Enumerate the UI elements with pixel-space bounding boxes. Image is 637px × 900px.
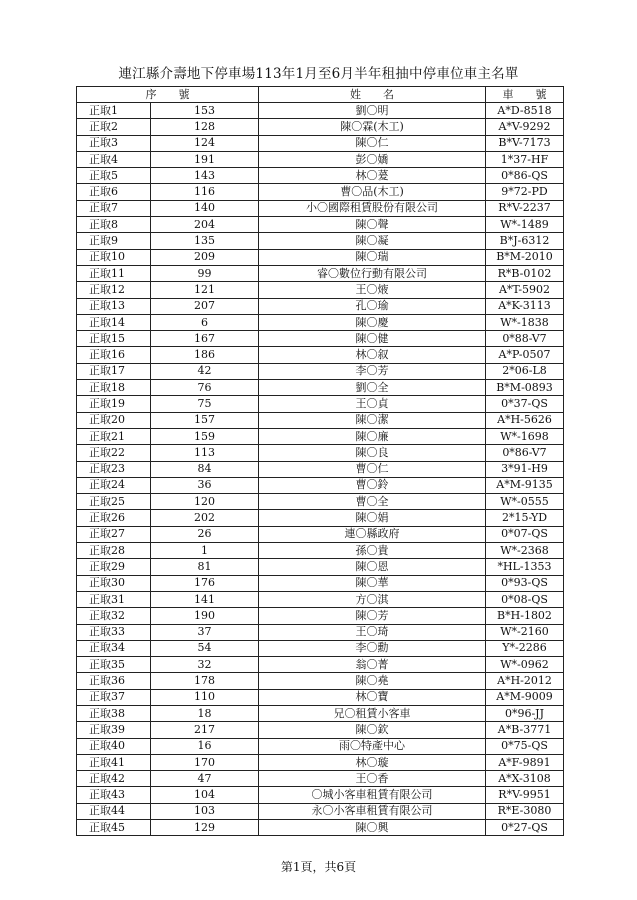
owner-name-cell: 陳〇芳 <box>259 608 486 624</box>
table-row <box>77 673 564 689</box>
seq-cell: 正取45 <box>77 820 151 836</box>
number-cell: 42 <box>151 363 259 379</box>
seq-cell: 正取10 <box>77 249 151 265</box>
owner-name-cell: 陳〇聲 <box>259 217 486 233</box>
plate-cell: 0*96-JJ <box>486 705 564 721</box>
page-footer: 第1頁，共6頁 <box>280 860 357 874</box>
number-cell: 124 <box>151 135 259 151</box>
seq-cell: 正取43 <box>77 787 151 803</box>
plate-cell: A*T-5902 <box>486 282 564 298</box>
number-cell: 75 <box>151 396 259 412</box>
plate-cell: R*V-9951 <box>486 787 564 803</box>
seq-cell: 正取32 <box>77 608 151 624</box>
table-row <box>77 233 564 249</box>
number-cell: 32 <box>151 657 259 673</box>
owner-name-cell: 彭〇嬌 <box>259 151 486 167</box>
owner-name-cell: 〇城小客車租賃有限公司 <box>259 787 486 803</box>
table-row <box>77 184 564 200</box>
plate-cell: A*H-2012 <box>486 673 564 689</box>
table-row <box>77 380 564 396</box>
winner-table <box>76 86 564 836</box>
plate-cell: A*F-9891 <box>486 754 564 770</box>
number-cell: 153 <box>151 103 259 119</box>
number-cell: 135 <box>151 233 259 249</box>
plate-cell: *HL-1353 <box>486 559 564 575</box>
number-cell: 170 <box>151 754 259 770</box>
owner-name-cell: 劉〇全 <box>259 380 486 396</box>
number-cell: 141 <box>151 591 259 607</box>
seq-cell: 正取21 <box>77 428 151 444</box>
plate-cell: W*-2368 <box>486 543 564 559</box>
owner-name-cell: 林〇萲 <box>259 168 486 184</box>
seq-cell: 正取9 <box>77 233 151 249</box>
plate-cell: 3*91-H9 <box>486 461 564 477</box>
seq-cell: 正取5 <box>77 168 151 184</box>
table-row <box>77 396 564 412</box>
seq-cell: 正取11 <box>77 265 151 281</box>
plate-cell: R*V-2237 <box>486 200 564 216</box>
number-cell: 37 <box>151 624 259 640</box>
number-cell: 186 <box>151 347 259 363</box>
seq-cell: 正取44 <box>77 803 151 819</box>
number-cell: 26 <box>151 526 259 542</box>
plate-cell: B*M-2010 <box>486 249 564 265</box>
table-row <box>77 363 564 379</box>
number-cell: 176 <box>151 575 259 591</box>
table-row <box>77 608 564 624</box>
number-cell: 157 <box>151 412 259 428</box>
owner-name-cell: 永〇小客車租賃有限公司 <box>259 803 486 819</box>
table-row <box>77 249 564 265</box>
seq-cell: 正取13 <box>77 298 151 314</box>
owner-name-cell: 王〇焲 <box>259 282 486 298</box>
seq-cell: 正取8 <box>77 217 151 233</box>
plate-cell: W*-2160 <box>486 624 564 640</box>
table-row <box>77 624 564 640</box>
plate-cell: A*V-9292 <box>486 119 564 135</box>
table-row <box>77 103 564 119</box>
plate-cell: A*H-5626 <box>486 412 564 428</box>
seq-cell: 正取18 <box>77 380 151 396</box>
owner-name-cell: 陳〇潔 <box>259 412 486 428</box>
seq-cell: 正取24 <box>77 477 151 493</box>
plate-cell: A*P-0507 <box>486 347 564 363</box>
table-row <box>77 217 564 233</box>
owner-name-cell: 陳〇健 <box>259 331 486 347</box>
owner-name-cell: 陳〇恩 <box>259 559 486 575</box>
plate-cell: B*M-0893 <box>486 380 564 396</box>
owner-name-cell: 林〇叙 <box>259 347 486 363</box>
seq-cell: 正取33 <box>77 624 151 640</box>
number-cell: 178 <box>151 673 259 689</box>
table-row <box>77 689 564 705</box>
table-row <box>77 119 564 135</box>
plate-cell: Y*-2286 <box>486 640 564 656</box>
seq-cell: 正取23 <box>77 461 151 477</box>
number-cell: 1 <box>151 543 259 559</box>
seq-cell: 正取12 <box>77 282 151 298</box>
table-row <box>77 705 564 721</box>
seq-cell: 正取4 <box>77 151 151 167</box>
table-row <box>77 820 564 836</box>
owner-name-cell: 李〇芳 <box>259 363 486 379</box>
number-cell: 54 <box>151 640 259 656</box>
seq-cell: 正取26 <box>77 510 151 526</box>
number-cell: 190 <box>151 608 259 624</box>
table-row <box>77 754 564 770</box>
number-cell: 116 <box>151 184 259 200</box>
table-row <box>77 738 564 754</box>
header-name: 姓 名 <box>259 87 486 103</box>
number-cell: 110 <box>151 689 259 705</box>
owner-name-cell: 曹〇品(木工) <box>259 184 486 200</box>
owner-name-cell: 陳〇娟 <box>259 510 486 526</box>
number-cell: 202 <box>151 510 259 526</box>
plate-cell: A*M-9135 <box>486 477 564 493</box>
owner-name-cell: 曹〇仁 <box>259 461 486 477</box>
owner-name-cell: 翁〇菁 <box>259 657 486 673</box>
table-header <box>77 87 564 103</box>
seq-cell: 正取2 <box>77 119 151 135</box>
page-title: 連江縣介壽地下停車場113年1月至6月半年租抽中停車位車主名單 <box>118 66 519 82</box>
seq-cell: 正取15 <box>77 331 151 347</box>
owner-name-cell: 小〇國際租賃股份有限公司 <box>259 200 486 216</box>
table-row <box>77 657 564 673</box>
owner-name-cell: 陳〇堯 <box>259 673 486 689</box>
owner-name-cell: 方〇淇 <box>259 591 486 607</box>
number-cell: 103 <box>151 803 259 819</box>
number-cell: 143 <box>151 168 259 184</box>
table-row <box>77 510 564 526</box>
owner-name-cell: 陳〇凝 <box>259 233 486 249</box>
number-cell: 16 <box>151 738 259 754</box>
number-cell: 76 <box>151 380 259 396</box>
number-cell: 81 <box>151 559 259 575</box>
table-row <box>77 559 564 575</box>
seq-cell: 正取1 <box>77 103 151 119</box>
seq-cell: 正取27 <box>77 526 151 542</box>
owner-name-cell: 孔〇瑜 <box>259 298 486 314</box>
seq-cell: 正取31 <box>77 591 151 607</box>
seq-cell: 正取35 <box>77 657 151 673</box>
seq-cell: 正取39 <box>77 722 151 738</box>
table-row <box>77 526 564 542</box>
table-row <box>77 640 564 656</box>
plate-cell: 0*86-QS <box>486 168 564 184</box>
seq-cell: 正取20 <box>77 412 151 428</box>
plate-cell: A*X-3108 <box>486 771 564 787</box>
table-row <box>77 477 564 493</box>
owner-name-cell: 睿〇數位行動有限公司 <box>259 265 486 281</box>
plate-cell: 0*37-QS <box>486 396 564 412</box>
number-cell: 140 <box>151 200 259 216</box>
table-row <box>77 445 564 461</box>
number-cell: 36 <box>151 477 259 493</box>
owner-name-cell: 陳〇興 <box>259 820 486 836</box>
number-cell: 84 <box>151 461 259 477</box>
number-cell: 191 <box>151 151 259 167</box>
number-cell: 104 <box>151 787 259 803</box>
plate-cell: 9*72-PD <box>486 184 564 200</box>
number-cell: 120 <box>151 494 259 510</box>
plate-cell: W*-1489 <box>486 217 564 233</box>
table-row <box>77 151 564 167</box>
seq-cell: 正取42 <box>77 771 151 787</box>
seq-cell: 正取37 <box>77 689 151 705</box>
owner-name-cell: 陳〇仁 <box>259 135 486 151</box>
header-plate: 車 號 <box>486 87 564 103</box>
seq-cell: 正取25 <box>77 494 151 510</box>
table-row <box>77 543 564 559</box>
number-cell: 47 <box>151 771 259 787</box>
owner-name-cell: 陳〇慶 <box>259 314 486 330</box>
seq-cell: 正取28 <box>77 543 151 559</box>
table-row <box>77 494 564 510</box>
plate-cell: 0*75-QS <box>486 738 564 754</box>
table-row <box>77 412 564 428</box>
number-cell: 167 <box>151 331 259 347</box>
owner-name-cell: 劉〇明 <box>259 103 486 119</box>
plate-cell: B*J-6312 <box>486 233 564 249</box>
table-row <box>77 575 564 591</box>
plate-cell: 0*93-QS <box>486 575 564 591</box>
header-seq: 序 號 <box>77 87 259 103</box>
table-row <box>77 282 564 298</box>
owner-name-cell: 陳〇瑞 <box>259 249 486 265</box>
table-row <box>77 428 564 444</box>
table-row <box>77 135 564 151</box>
table-row <box>77 722 564 738</box>
table-row <box>77 347 564 363</box>
owner-name-cell: 林〇璇 <box>259 754 486 770</box>
seq-cell: 正取30 <box>77 575 151 591</box>
header-row <box>77 87 564 103</box>
plate-cell: R*E-3080 <box>486 803 564 819</box>
seq-cell: 正取22 <box>77 445 151 461</box>
plate-cell: W*-0555 <box>486 494 564 510</box>
owner-name-cell: 林〇寶 <box>259 689 486 705</box>
table-row <box>77 461 564 477</box>
owner-name-cell: 王〇香 <box>259 771 486 787</box>
plate-cell: W*-1838 <box>486 314 564 330</box>
table-row <box>77 331 564 347</box>
table-row <box>77 200 564 216</box>
owner-name-cell: 陳〇良 <box>259 445 486 461</box>
table-row <box>77 298 564 314</box>
number-cell: 217 <box>151 722 259 738</box>
seq-cell: 正取34 <box>77 640 151 656</box>
owner-name-cell: 王〇貞 <box>259 396 486 412</box>
table-row <box>77 314 564 330</box>
table-row <box>77 803 564 819</box>
table-row <box>77 771 564 787</box>
owner-name-cell: 曹〇鈴 <box>259 477 486 493</box>
number-cell: 204 <box>151 217 259 233</box>
plate-cell: W*-1698 <box>486 428 564 444</box>
owner-name-cell: 陳〇欽 <box>259 722 486 738</box>
plate-cell: A*M-9009 <box>486 689 564 705</box>
number-cell: 99 <box>151 265 259 281</box>
seq-cell: 正取36 <box>77 673 151 689</box>
plate-cell: A*B-3771 <box>486 722 564 738</box>
number-cell: 121 <box>151 282 259 298</box>
seq-cell: 正取38 <box>77 705 151 721</box>
plate-cell: W*-0962 <box>486 657 564 673</box>
table-body <box>77 103 564 836</box>
plate-cell: B*V-7173 <box>486 135 564 151</box>
plate-cell: 0*86-V7 <box>486 445 564 461</box>
plate-cell: 0*88-V7 <box>486 331 564 347</box>
table-row <box>77 168 564 184</box>
plate-cell: A*K-3113 <box>486 298 564 314</box>
plate-cell: 1*37-HF <box>486 151 564 167</box>
seq-cell: 正取14 <box>77 314 151 330</box>
table-row <box>77 265 564 281</box>
seq-cell: 正取19 <box>77 396 151 412</box>
table-row <box>77 787 564 803</box>
owner-name-cell: 陳〇霖(木工) <box>259 119 486 135</box>
seq-cell: 正取17 <box>77 363 151 379</box>
table-row <box>77 591 564 607</box>
plate-cell: R*B-0102 <box>486 265 564 281</box>
plate-cell: 2*15-YD <box>486 510 564 526</box>
owner-name-cell: 李〇勳 <box>259 640 486 656</box>
number-cell: 6 <box>151 314 259 330</box>
plate-cell: 2*06-L8 <box>486 363 564 379</box>
seq-cell: 正取40 <box>77 738 151 754</box>
number-cell: 159 <box>151 428 259 444</box>
owner-name-cell: 陳〇廉 <box>259 428 486 444</box>
number-cell: 209 <box>151 249 259 265</box>
number-cell: 18 <box>151 705 259 721</box>
seq-cell: 正取41 <box>77 754 151 770</box>
owner-name-cell: 王〇琦 <box>259 624 486 640</box>
plate-cell: 0*27-QS <box>486 820 564 836</box>
number-cell: 113 <box>151 445 259 461</box>
owner-name-cell: 雨〇特產中心 <box>259 738 486 754</box>
owner-name-cell: 陳〇華 <box>259 575 486 591</box>
plate-cell: A*D-8518 <box>486 103 564 119</box>
plate-cell: 0*08-QS <box>486 591 564 607</box>
seq-cell: 正取7 <box>77 200 151 216</box>
owner-name-cell: 曹〇全 <box>259 494 486 510</box>
owner-name-cell: 兄〇租賃小客車 <box>259 705 486 721</box>
number-cell: 207 <box>151 298 259 314</box>
seq-cell: 正取3 <box>77 135 151 151</box>
number-cell: 128 <box>151 119 259 135</box>
owner-name-cell: 孫〇貴 <box>259 543 486 559</box>
owner-name-cell: 連〇縣政府 <box>259 526 486 542</box>
plate-cell: 0*07-QS <box>486 526 564 542</box>
seq-cell: 正取6 <box>77 184 151 200</box>
seq-cell: 正取29 <box>77 559 151 575</box>
plate-cell: B*H-1802 <box>486 608 564 624</box>
number-cell: 129 <box>151 820 259 836</box>
seq-cell: 正取16 <box>77 347 151 363</box>
